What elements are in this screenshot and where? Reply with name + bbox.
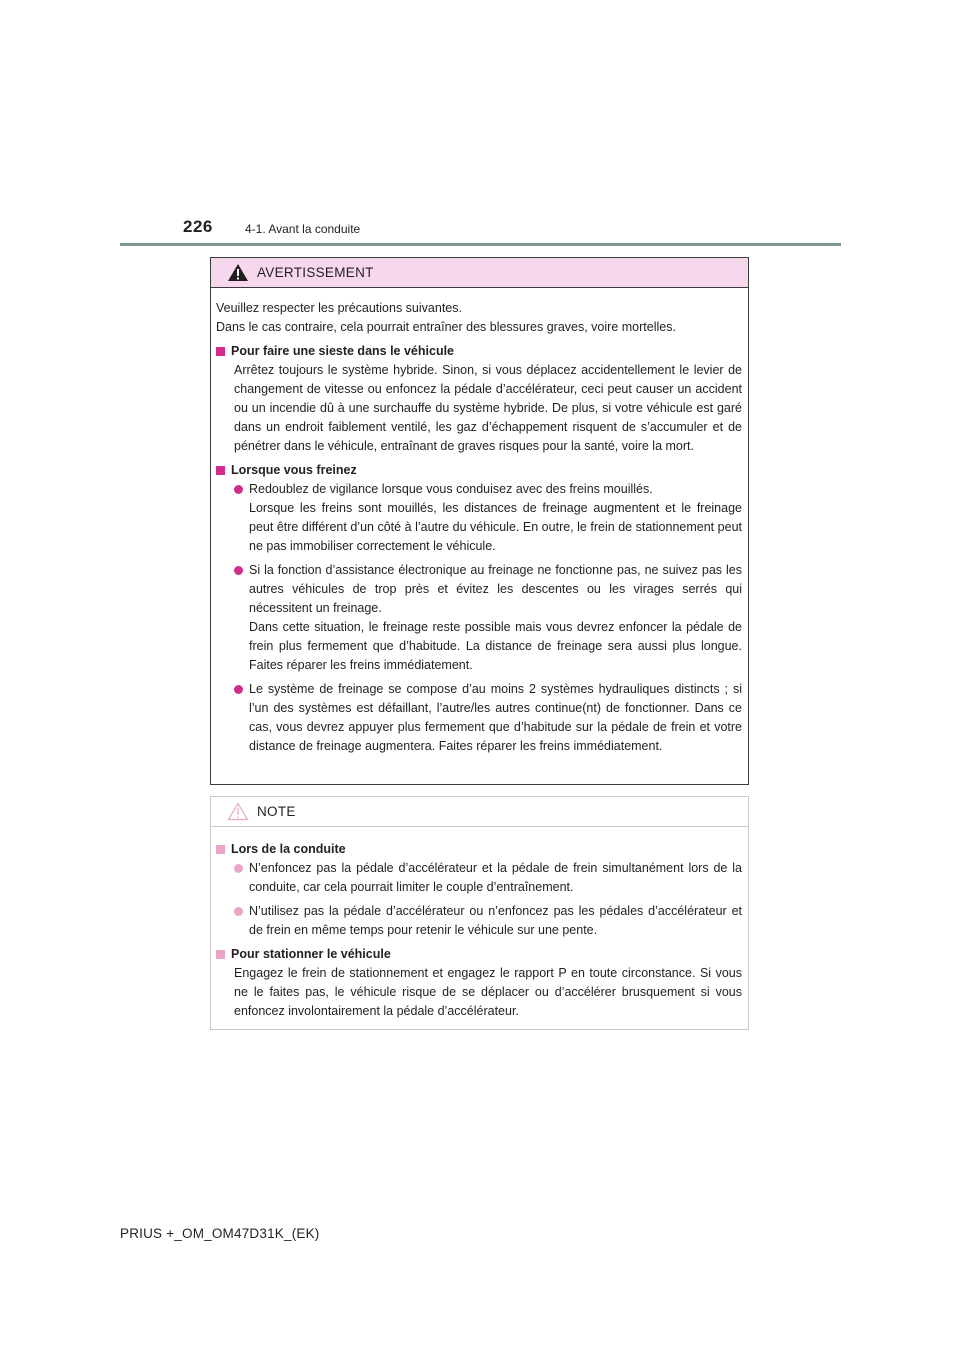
- caution-triangle-outline-icon: [227, 802, 249, 821]
- warning-bullet-2: [234, 561, 742, 675]
- note-bullet-2-text: N’utilisez pas la pédale d’accélérateur ou n’enfoncez pas les pédales d’accélérateur et de frein en même temps pour retenir le véhicule sur une pente.: [249, 904, 742, 937]
- note-parking-text: Engagez le frein de stationnement et engagez le rapport P en toute circonstance. Si vous ne le faites pas, le véhicule risque de se déplacer ou d’accélérer brusquement si vous enfoncez involontairement la pédale d’accélérateur.: [234, 966, 742, 1018]
- warning-box: [210, 257, 749, 785]
- warning-bullet-3-line1: Le système de freinage se compose d’au moins 2 systèmes hydrauliques distincts ; si l’un des systèmes est défaillant, l’autre/les autres continue(nt) de fonctionner. Dans ce cas, vous devrez appuyer plus fermement que d’habitude sur la pédale de frein et votre distance de freinage augmentera. Faites réparer les freins immédiatement.: [249, 682, 742, 753]
- warning-bullet-1-line1: Redoublez de vigilance lorsque vous conduisez avec des freins mouillés.: [249, 482, 653, 496]
- warning-bullet-3: [234, 680, 742, 756]
- page-number: 226: [183, 217, 213, 236]
- warning-bullet-1: [234, 480, 742, 556]
- note-header: [211, 797, 748, 827]
- section-title: 4-1. Avant la conduite: [245, 222, 361, 236]
- warning-nap-text: Arrêtez toujours le système hybride. Sinon, si vous déplacez accidentellement le levier de changement de vitesse ou enfoncez la pédale d’accélérateur, ceci peut causer un accident ou un incendie dû à une surchauffe du système hybride. De plus, si votre véhicule est garé dans un endroit faiblement ventilé, les gaz d’échappement risquent de s’accumuler et de pénétrer dans le véhicule, entraînant de graves risques pour la santé, voire la mort.: [234, 363, 742, 453]
- warning-intro: [216, 299, 742, 337]
- warning-bullet-2-rest: Dans cette situation, le freinage reste possible mais vous devrez enfoncer la pédale de frein plus fermement que d’habitude. La distance de freinage sera aussi plus longue. Faites réparer les freins immédiatement.: [249, 620, 742, 672]
- circle-bullet-icon: [234, 864, 243, 873]
- warning-header: [211, 258, 748, 288]
- square-bullet-icon: [216, 845, 225, 854]
- circle-bullet-icon: [234, 485, 243, 494]
- warning-heading-braking-text: Lorsque vous freinez: [231, 463, 357, 477]
- note-bullet-2: [234, 902, 742, 940]
- note-bullet-1: [234, 859, 742, 897]
- note-title: NOTE: [257, 804, 296, 819]
- note-body: [211, 827, 748, 1021]
- note-heading-driving-text: Lors de la conduite: [231, 842, 346, 856]
- warning-bullet-1-rest: Lorsque les freins sont mouillés, les distances de freinage augmentent et le freinage peut être différent d’un côté à l’autre du véhicule. En outre, le frein de stationnement peut ne pas immobiliser correctement le véhicule.: [249, 501, 742, 553]
- document-code: PRIUS +_OM_OM47D31K_(EK): [120, 1226, 320, 1241]
- square-bullet-icon: [216, 347, 225, 356]
- square-bullet-icon: [216, 950, 225, 959]
- warning-heading-braking: [216, 461, 742, 480]
- header-rule: [120, 243, 841, 246]
- warning-heading-nap: [216, 342, 742, 361]
- warning-bullet-2-line1: Si la fonction d’assistance électronique au freinage ne fonctionne pas, ne suivez pas les autres véhicules de trop près et évitez les descentes ou les virages serrés qui nécessitent un freinage.: [249, 563, 742, 615]
- warning-body: [211, 288, 748, 756]
- warning-intro-line-2: Dans le cas contraire, cela pourrait entraîner des blessures graves, voire mortelles.: [216, 320, 676, 334]
- note-bullet-1-text: N’enfoncez pas la pédale d’accélérateur et la pédale de frein simultanément lors de la conduite, car cela pourrait limiter le couple d’entraînement.: [249, 861, 742, 894]
- circle-bullet-icon: [234, 685, 243, 694]
- note-heading-parking-text: Pour stationner le véhicule: [231, 947, 391, 961]
- warning-intro-line-1: Veuillez respecter les précautions suivantes.: [216, 301, 462, 315]
- circle-bullet-icon: [234, 907, 243, 916]
- circle-bullet-icon: [234, 566, 243, 575]
- note-heading-driving: [216, 840, 742, 859]
- warning-heading-nap-text: Pour faire une sieste dans le véhicule: [231, 344, 455, 358]
- note-heading-parking: [216, 945, 742, 964]
- square-bullet-icon: [216, 466, 225, 475]
- warning-triangle-icon: [227, 263, 249, 282]
- note-box: [210, 796, 749, 1030]
- warning-title: AVERTISSEMENT: [257, 265, 374, 280]
